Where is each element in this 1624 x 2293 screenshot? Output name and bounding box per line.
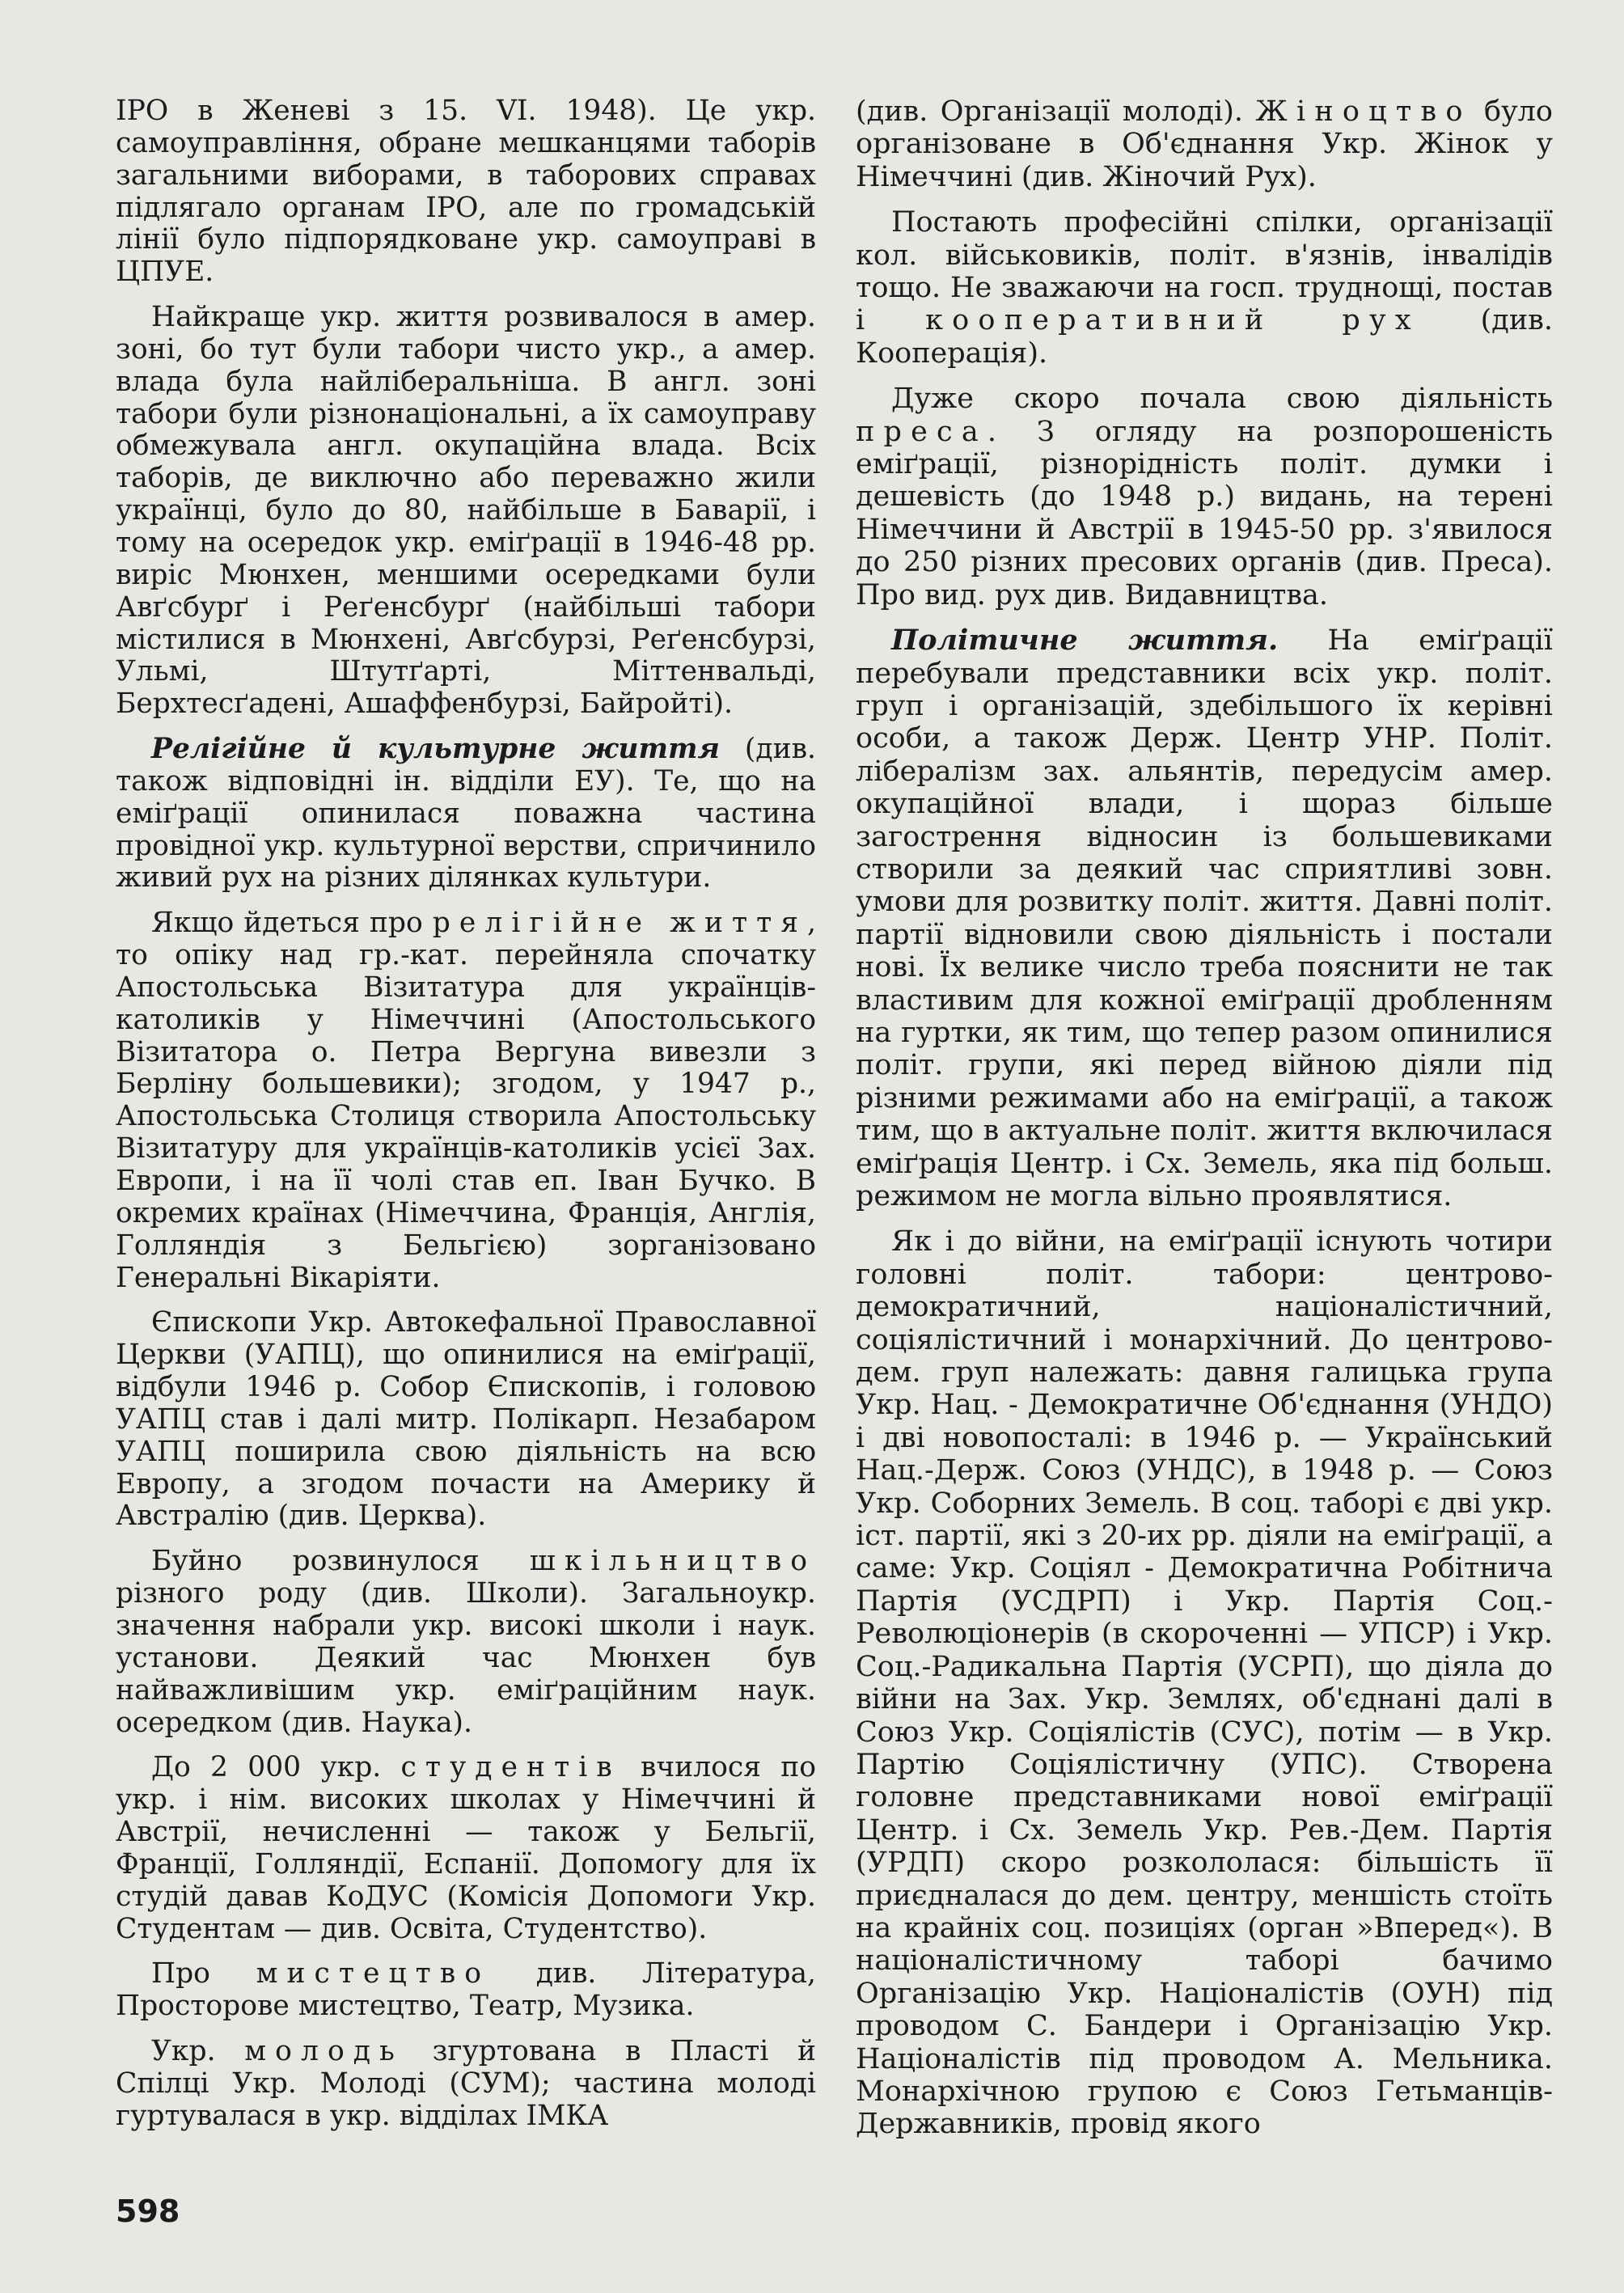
paragraph-text: Найкраще укр. життя розвивалося в амер. зоні, бо тут були табори чисто укр., а амер. влада була найліберальніша. В англ. зоні табори були різнонаціональні, а їх самоуправу обмежувала англ. окупаційна влада. Всіх таборів, де виключно або переважно жили українці, було до 80, найбільше в Баварії, і тому на осередок укр. еміґрації в 1946-48 рр. виріс Мюнхен, меншими осередками були Авґсбурґ і Реґенсбурґ (найбільші табори містилися в Мюнхені, Авґсбурзі, Реґенсбурзі, Ульмі, Штутґарті, Міттенвальді, Берхтесґадені, Ашаффенбурзі, Байройті). xyxy=(116,301,816,721)
paragraph xyxy=(116,1958,816,2023)
paragraph-text: На еміґрації перебували представники всіх укр. політ. груп і організацій, здебільшого їх керівні особи, а також Держ. Центр УНР. Політ. лібералізм зах. альянтів, передусім амер. окупаційної влади, і щораз більше загострення відносин із большевиками створили за деякий час сприятливі зовн. умови для розвитку політ. життя. Давні політ. партії відновили свою діяльність і постали нові. Їх велике число треба пояснити не так властивим для кожної еміґрації дробленням на гуртки, як тим, що тепер разом опинилися політ. групи, які перед війною діяли під різними режимами або на еміґрації, а також тим, що в актуальне політ. життя включилася еміґрація Центр. і Сх. Земель, яка під больш. режимом не могла вільно проявлятися. xyxy=(856,624,1553,1212)
spaced-term: молодь xyxy=(244,2035,404,2068)
paragraph-text: згуртована в Пласті й Спілці Укр. Молоді (СУМ); частина молоді гуртувалася в укр. відділах ІМКА xyxy=(116,2035,816,2132)
paragraph-text: Укр. xyxy=(151,2035,245,2068)
spaced-term: преса xyxy=(856,415,988,448)
spaced-term: релігійне життя xyxy=(432,907,808,940)
paragraph xyxy=(856,1225,1553,2140)
paragraph xyxy=(116,302,816,721)
paragraph-text: Дуже скоро почала свою діяльність xyxy=(891,383,1553,416)
paragraph-text: (див. Організації молоді). xyxy=(856,95,1256,128)
paragraph xyxy=(856,383,1553,611)
right-column xyxy=(856,95,1553,2154)
paragraph xyxy=(116,1752,816,1945)
paragraph xyxy=(856,95,1553,193)
paragraph-text: Буйно розвинулося xyxy=(151,1545,530,1578)
paragraph-text: різного роду (див. Школи). Загальноукр. значення набрали укр. високі школи і наук. установи. Деякий час Мюнхен був найважливішим укр. еміґраційним наук. осередком (див. Наука). xyxy=(116,1577,816,1739)
section-heading: Релігійне й культурне життя xyxy=(151,733,720,766)
page-number: 598 xyxy=(116,2194,180,2229)
paragraph-text: див. Література, Просторове мистецтво, Театр, Музика. xyxy=(116,1957,816,2023)
paragraph xyxy=(116,1546,816,1739)
spaced-term: кооперативний рух xyxy=(925,304,1420,337)
spaced-term: шкільництво xyxy=(529,1545,816,1578)
spaced-term: мистецтво xyxy=(256,1957,491,1991)
paragraph-text: було організоване в Об'єднання Укр. Жінок у Німеччині (див. Жіночий Рух). xyxy=(856,95,1553,193)
paragraph-text: Якщо йдеться про xyxy=(151,907,433,940)
spaced-term: Жіноцтво xyxy=(1255,95,1472,128)
paragraph-text: Як і до війни, на еміґрації існують чотири головні політ. табори: центрово-демократичний, націоналістичний, соціялістичний і монархічний. До центрово-дем. груп належать: давня галицька група Укр. Нац. - Демократичне Об'єднання (УНДО) і дві новопосталі: в 1946 р. — Український Нац.-Держ. Союз (УНДС), в 1948 р. — Союз Укр. Соборних Земель. В соц. таборі є дві укр. іст. партії, які з 20-их рр. діяли на еміґрації, а саме: Укр. Соціял - Демократична Робітнича Партія (УСДРП) і Укр. Партія Соц.-Революціонерів (в скороченні — УПСР) і Укр. Соц.-Радикальна Партія (УСРП), що діяла до війни на Зах. Укр. Землях, об'єднані далі в Союз Укр. Соціялістів (СУС), потім — в Укр. Партію Соціялістичну (УПС). Створена головне представниками нової еміґрації Центр. і Сх. Земель Укр. Рев.-Дем. Партія (УРДП) скоро розкололася: більшість її приєдналася до дем. центру, меншість стоїть на крайніх соц. позиціях (орган »Вперед«). В націоналістичному таборі бачимо Організацію Укр. Націоналістів (ОУН) під проводом С. Бандери і Організацію Укр. Націоналістів під проводом А. Мельника. Монархічною групою є Союз Гетьманців-Державників, провід якого xyxy=(856,1225,1553,2141)
left-column xyxy=(116,95,816,2146)
paragraph xyxy=(116,95,816,289)
paragraph-text: (див. Кооперація). xyxy=(856,304,1553,370)
spaced-term: студентів xyxy=(400,1751,621,1784)
paragraph-text: Про xyxy=(151,1957,256,1991)
paragraph-text: ІРО в Женеві з 15. VI. 1948). Це укр. самоуправління, обране мешканцями таборів загальними виборами, в таборових справах підлягало органам ІРО, але по громадській лінії було підпорядковане укр. самоуправі в ЦПУЕ. xyxy=(116,95,816,289)
paragraph-political-life xyxy=(856,624,1553,1212)
paragraph xyxy=(116,2036,816,2133)
paragraph-religious-cultural-life xyxy=(116,734,816,895)
paragraph-text: вчилося по укр. і нім. високих школах у Німеччині й Австрії, нечисленні — також у Бельгії, Франції, Голляндії, Еспанії. Допомогу для їх студій давав КоДУС (Комісія Допомоги Укр. Студентам — див. Освіта, Студентство). xyxy=(116,1751,816,1945)
section-heading: Політичне життя. xyxy=(891,624,1279,658)
paragraph xyxy=(116,1307,816,1533)
paragraph-text: Єпископи Укр. Автокефальної Православної Церкви (УАПЦ), що опинилися на еміґрації, відбули 1946 р. Собор Єпископів, і головою УАПЦ став і далі митр. Полікарп. Незабаром УАПЦ поширила свою діяльність на всю Европу, а згодом почасти на Америку й Австралію (див. Церква). xyxy=(116,1306,816,1533)
paragraph-text: До 2 000 укр. xyxy=(151,1751,401,1784)
paragraph-text: (див. також відповідні ін. відділи ЕУ). Те, що на еміґрації опинилася поважна частина провідної укр. культурної верстви, спричинило живий рух на різних ділянках культури. xyxy=(116,733,816,895)
paragraph-text: , то опіку над гр.-кат. перейняла спочатку Апостольська Візитатура для українців-католиків у Німеччині (Апостольського Візитатора о. Петра Вергуна вивезли з Берліну большевики); згодом, у 1947 р., Апостольська Столиця створила Апостольську Візитатуру для українців-католиків усієї Зах. Европи, і на її чолі став еп. Іван Бучко. В окремих країнах (Німеччина, Франція, Англія, Голляндія з Бельгією) зорганізовано Генеральні Вікаріяти. xyxy=(116,907,816,1294)
paragraph xyxy=(116,907,816,1294)
paragraph xyxy=(856,206,1553,370)
paragraph-text: . З огляду на розпорошеність еміґрації, різнорідність політ. думки і дешевість (до 1948 р.) видань, на терені Німеччини й Австрії в 1945-50 рр. з'явилося до 250 різних пресових органів (див. Преса). Про вид. рух див. Видавництва. xyxy=(856,415,1553,611)
paragraph-text: Постають професійні спілки, організації кол. військовиків, політ. в'язнів, інвалідів тощо. Не зважаючи на госп. труднощі, постав і xyxy=(856,206,1553,337)
